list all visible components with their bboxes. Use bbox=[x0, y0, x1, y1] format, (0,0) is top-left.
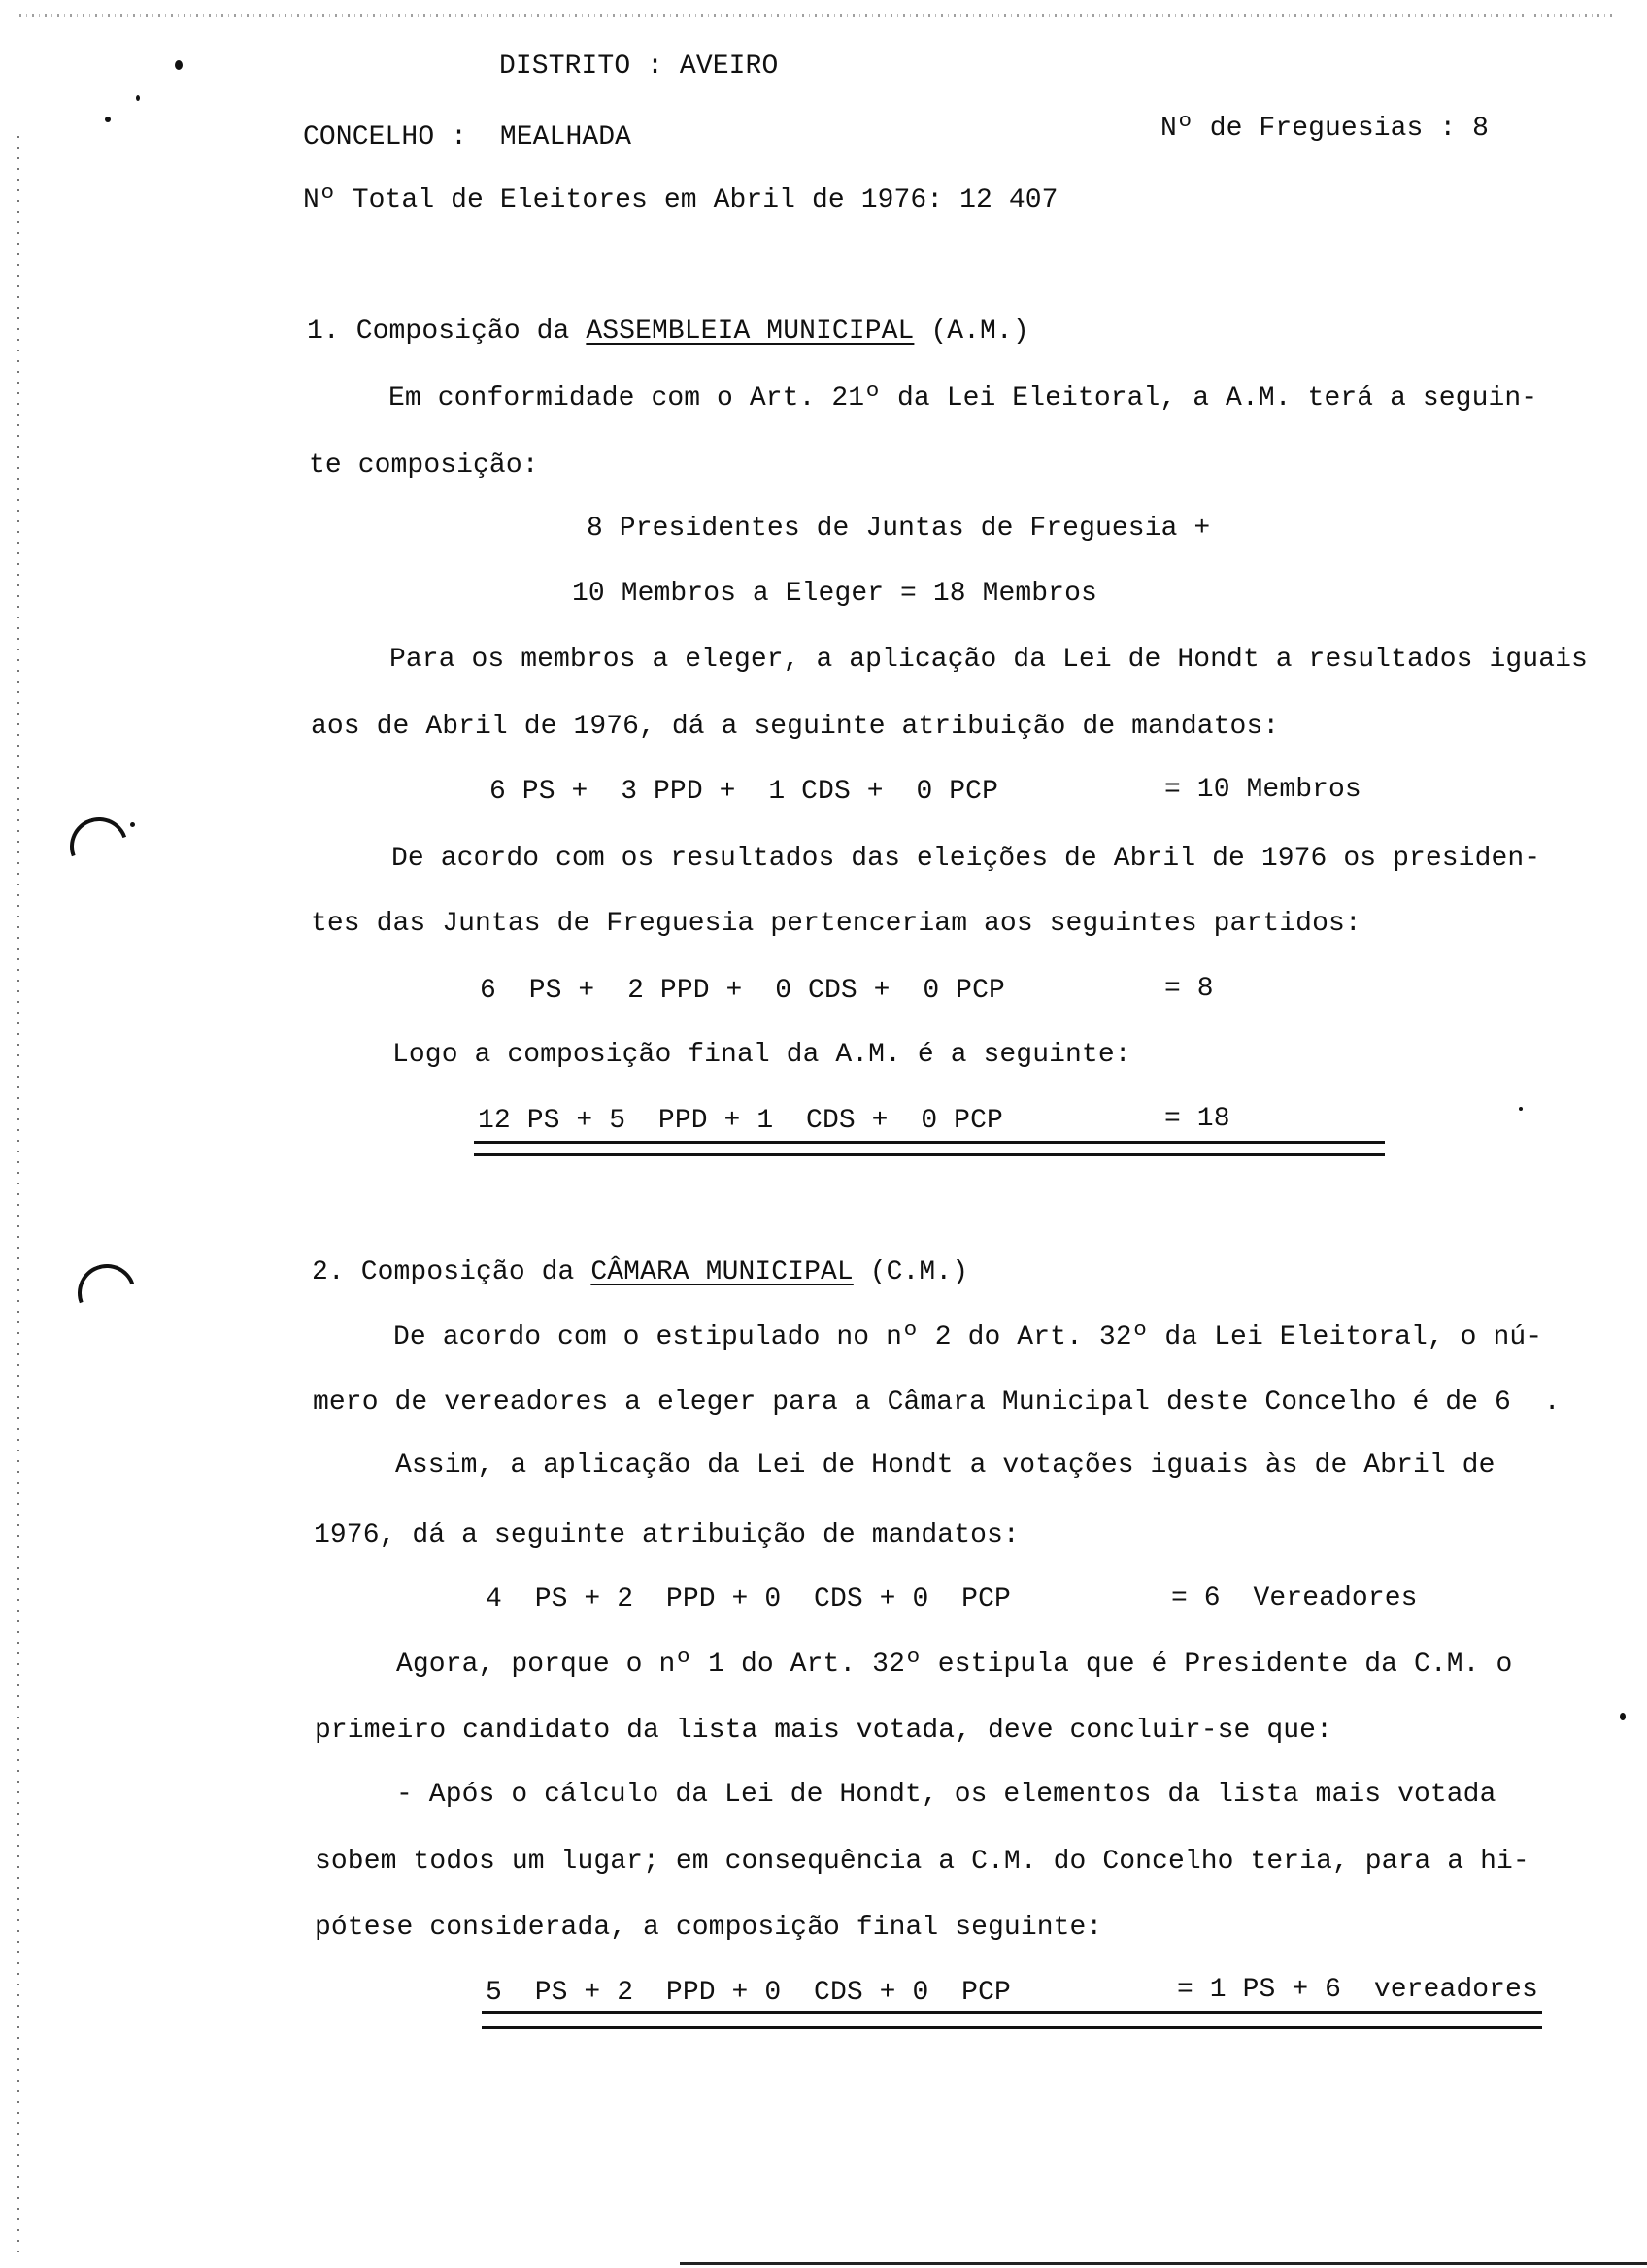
section-2-heading-underlined: CÂMARA MUNICIPAL bbox=[590, 1257, 854, 1287]
composition-line: 10 Membros a Eleger = 18 Membros bbox=[572, 579, 1097, 609]
section-1-paragraph: Em conformidade com o Art. 21º da Lei Eleitoral, a A.M. terá a seguin- bbox=[388, 384, 1538, 414]
section-1-heading-suffix: (A.M.) bbox=[914, 317, 1029, 347]
double-underline-bottom bbox=[482, 2026, 1542, 2029]
section-1-paragraph: Para os membros a eleger, a aplicação da Lei de Hondt a resultados iguais bbox=[389, 645, 1588, 675]
section-1-heading-prefix: 1. Composição da bbox=[307, 317, 587, 347]
punch-hole-icon bbox=[62, 810, 137, 884]
section-1-paragraph: tes das Juntas de Freguesia pertenceriam aos seguintes partidos: bbox=[311, 909, 1361, 939]
section-2-paragraph: pótese considerada, a composição final seguinte: bbox=[315, 1913, 1103, 1943]
scan-left-margin-line bbox=[17, 136, 19, 2252]
double-underline-top bbox=[474, 1141, 1385, 1144]
section-2-paragraph: Agora, porque o nº 1 do Art. 32º estipula que é Presidente da C.M. o bbox=[396, 1650, 1513, 1680]
district-label: DISTRITO : AVEIRO bbox=[499, 51, 779, 82]
municipality-label: CONCELHO : MEALHADA bbox=[303, 122, 632, 152]
formula-result: = 10 Membros bbox=[1164, 775, 1361, 805]
section-2-paragraph: - Após o cálculo da Lei de Hondt, os elementos da lista mais votada bbox=[396, 1780, 1496, 1810]
section-1-paragraph: De acordo com os resultados das eleições de Abril de 1976 os presiden- bbox=[391, 844, 1541, 874]
section-2-paragraph: mero de vereadores a eleger para a Câmara Municipal deste Concelho é de 6 . bbox=[313, 1387, 1561, 1418]
punch-hole-icon bbox=[70, 1256, 145, 1331]
scan-speck bbox=[136, 95, 140, 101]
section-1-paragraph: te composição: bbox=[309, 450, 539, 481]
section-1-paragraph: Logo a composição final da A.M. é a seguinte: bbox=[392, 1040, 1131, 1070]
composition-line: 8 Presidentes de Juntas de Freguesia + bbox=[587, 514, 1211, 544]
scan-top-edge-noise bbox=[19, 14, 1612, 17]
formula-left: 6 PS + 3 PPD + 1 CDS + 0 PCP bbox=[489, 777, 998, 807]
section-2-heading-suffix: (C.M.) bbox=[853, 1257, 969, 1287]
section-2-paragraph: primeiro candidato da lista mais votada, deve concluir-se que: bbox=[315, 1716, 1332, 1746]
double-underline-bottom bbox=[474, 1153, 1385, 1156]
section-2-paragraph: Assim, a aplicação da Lei de Hondt a votações iguais às de Abril de bbox=[395, 1451, 1496, 1481]
final-formula-left: 5 PS + 2 PPD + 0 CDS + 0 PCP bbox=[486, 1978, 1011, 2008]
section-2-heading bbox=[312, 1259, 968, 1286]
scan-speck bbox=[1620, 1713, 1626, 1720]
section-2-heading-prefix: 2. Composição da bbox=[312, 1257, 591, 1287]
section-2-paragraph: 1976, dá a seguinte atribuição de mandatos: bbox=[314, 1520, 1020, 1551]
scan-speck bbox=[175, 60, 183, 70]
section-1-heading-underlined: ASSEMBLEIA MUNICIPAL bbox=[586, 317, 915, 347]
parishes-count: Nº de Freguesias : 8 bbox=[1160, 114, 1490, 144]
final-formula-left: 12 PS + 5 PPD + 1 CDS + 0 PCP bbox=[478, 1106, 1003, 1136]
formula-result: = 6 Vereadores bbox=[1171, 1584, 1418, 1614]
formula-result: = 8 bbox=[1164, 974, 1214, 1004]
total-voters: Nº Total de Eleitores em Abril de 1976: 12 407 bbox=[303, 185, 1059, 216]
scan-bottom-edge bbox=[680, 2262, 1647, 2265]
section-1-paragraph: aos de Abril de 1976, dá a seguinte atribuição de mandatos: bbox=[311, 712, 1280, 742]
double-underline-top bbox=[482, 2011, 1542, 2014]
final-formula-result: = 1 PS + 6 vereadores bbox=[1177, 1975, 1538, 2005]
formula-left: 4 PS + 2 PPD + 0 CDS + 0 PCP bbox=[486, 1584, 1011, 1615]
formula-left: 6 PS + 2 PPD + 0 CDS + 0 PCP bbox=[480, 976, 1005, 1006]
section-2-paragraph: De acordo com o estipulado no nº 2 do Art. 32º da Lei Eleitoral, o nú- bbox=[393, 1322, 1543, 1352]
scan-speck bbox=[105, 117, 111, 122]
scan-speck bbox=[130, 822, 135, 827]
final-formula-result: = 18 bbox=[1164, 1104, 1230, 1134]
section-2-paragraph: sobem todos um lugar; em consequência a C.M. do Concelho teria, para a hi- bbox=[315, 1847, 1529, 1877]
section-1-heading bbox=[307, 318, 1029, 346]
scan-speck bbox=[1519, 1107, 1523, 1111]
